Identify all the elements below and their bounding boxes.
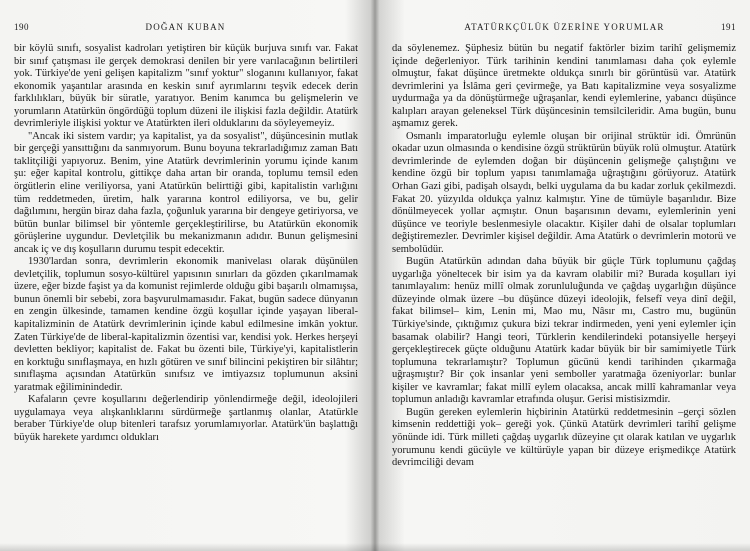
right-page-header <box>392 22 736 32</box>
paragraph: bir köylü sınıfı, sosyalist kadroları yetiştiren bir küçük burjuva sınıfı var. Fakat bir sınıf çatışması ile gerçek demokrasi denilen bir yere varılacağının belirtileri yok. Türkiye'de yeni gelişen kapitalizm "sınıf yoktur" sloganını kullanıyor, fakat ekonomik yaşantılar arasında en keskin sınıf ayrımlarını teşvik edecek derin farklılıkları, büyük bir süratle, yaratıyor. Benim kanımca bu gelişmelerin ve yorumların Atatürkün öngördüğü toplum düzeni ile ilişkisi fazla değildir. Atatürk devrimleriyle ilişkisi yoktur ve Atatürkten ileri olduklarını da söyleyemeyiz. <box>14 43 358 130</box>
page-edge-shadow <box>0 543 750 551</box>
paragraph: Bugün Atatürkün adından daha büyük bir güçle Türk toplumunu çağdaş uygarlığa yöneltecek bir isim ya da kavram olabilir mi? Burada koşulları iyi tanımlayalım: henüz millî olmak zorunluluğunda ve çağdaş uygarlığın düşünce düzeyinde olmak üzere –bu düşünce düzeyi ideolojik, felsefî veya dinî değil, fakat bilimsel– kim, Lenin mi, Mao mu, Nâsır mı, Castro mu, bugünün Türkiye'sinde, çıktığımız çukura bizi tekrar indirmeden, yeni yeni eylemler için basamak olabilir? Hangi teori, Türklerin kendilerindeki potansiyelle herşeyi gerçekleştirecek güçte olduğunu Atatürk kadar büyük bir bir samimiyetle Türk toplumuna tekrarlamıştır? Toplumun gücünü kendi tarihinden çıkarmağa uğraşmıştır? Bir çok insanlar yeni semboller yaratmağa özeniyorlar: bunlar kişiler ve kavramlar; fakat millî eylem olacaksa, ancak millî kahramanlar veya toplumun anladığı kavramlar etrafında oluşur. Gerisi mistisizmdir. <box>392 256 736 406</box>
right-page-body <box>392 43 736 470</box>
paragraph: 1930'lardan sonra, devrimlerin ekonomik manivelası olarak düşünülen devletçilik, toplumun sosyo-kültürel yapısının sınırları da gözden çıkarılmamak üzere, eğer bizde faşist ya da komunist rejimlerde olduğu gibi başarılı olmamışsa, bunun önemli bir sebebi, zora başvurulmamasıdır. Fakat, bugün sadece dünyanın en zengin ülkesinde, tamamen kendine özgü koşullar içinde yaşayan liberal-kapitalizminin de Atatürk devrimlerinin içinde kabul edilmesine imkân yoktur. Zaten Türkiye'de de liberal-kapitalizmin özentisi var, kendisi yok. Herkes herşeyi devletten bekliyor; kapitalist de. Fakat bu özenti bile, Türkiye'yi, kapitalistlerin en korktuğu sınıflaşmaya, en hızlı götüren ve sınıf bilincini pekiştiren bir silâhtır; sınıflaşma açısından Atatürkün sınıfsız ve imtiyazsız toplumunun aksini yaratmak eğiliminindedir. <box>14 256 358 393</box>
paragraph: Osmanlı imparatorluğu eylemle oluşan bir orijinal strüktür idi. Ömrünün okadar uzun olmasında o kendisine özgü strüktürün büyük rolü olmuştur. Atatürk devrimlerinde de eylemden doğan bir düşüncenin gelişmeğe çalıştığını ve kendine özgü bir toplum yapısı tanımlamağa uğraştığını görüyoruz. Atatürk Orhan Gazi gibi, padişah olsaydı, belki uygulama da bu kadar zorluk çekilmezdi. Fakat 20. yüzyılda oldukça yalnız kalmıştır. Yine de tümüyle başarılıdır. Bize dönülmeyecek yollar açmıştır. Onun başarısının devamı, eylemlerinin yeni düşünce ve teoriyle beslenmesiyle olacaktır. Kişiler dahi de olsalar toplumları değiştiremezler. Devrimler kişisel değildir. Ama Atatürk o devrimlerin motorü ve sembolüdür. <box>392 130 736 255</box>
paragraph: da söylenemez. Şüphesiz bütün bu negatif faktörler bizim tarihî gelişmemiz içinde değerleniyor. Türk tarihinin kendini tanımlaması daha çok eylemle olmuştur, fakat düşünce üretmekte oldukça sınırlı bir görüntüsü var. Atatürk devrimlerini ya İslâma geri çevirmeğe, ya Batı kapitalizmine veya sosyalizme uydurmağa ya da dönüştürmeğe uğraşanlar, kendi eylemlerine, yabancı düşünce kalıpları arayan geleneksel Türk düşüncesinin temsilcileridir. Ama bugün, bunu aşmamız gerek. <box>392 43 736 130</box>
left-page <box>0 0 372 551</box>
left-running-head: DOĞAN KUBAN <box>145 22 226 32</box>
left-page-body <box>14 43 358 445</box>
paragraph: "Ancak iki sistem vardır; ya kapitalist, ya da sosyalist", düşüncesinin mutlak bir gerçeği yansıttığını da sanmıyorum. Bunu boyuna tekrarladığımız zaman Batı taklitçiliği yapıyoruz. Benim, yine Atatürk devrimlerinin yorumu içinde kanım şu: eğer kapital kontrolu, gittikçe daha artan bir oranda, toplumu temsil eden örgütlerin eline veriliyorsa, yani Atatürkün belirttiği gibi, kapitalistin varlığını tüm reddetmeden, üretim, halk yararına kontrol ediliyorsa, ve bu, gelir dağılımını, hergün biraz daha fazla, çoğunluk yararına bir dengeye getiriyorsa, ve bütün bunlar bilimsel bir yöntemle gerçekleştirilirse, bu Atatürkün ekonomik görüşlerine uygundur. Devletçilik bu mekanizmanın adıdır. Bunun gelişmesini ancak iç ve dış koşulların durumu tespit edecektir. <box>14 130 358 255</box>
paragraph: Bugün gereken eylemlerin hiçbirinin Atatürkü reddetmesinin –gerçi sözlen kimsenin reddettiği yok– gereği yok. Çünkü Atatürk devrimleri tarihî gelişme yönünde idi. Türk milleti çağdaş uygarlık düzeyine çıt olarak katılan ve uygarlık yorumunu kendi gücüyle ve kültürüyle yapan bir düzeye erişmedikçe Atatürk devrimciliği devam <box>392 406 736 469</box>
left-page-header <box>14 22 358 32</box>
left-page-number: 190 <box>14 22 29 32</box>
right-page-number: 191 <box>721 22 736 32</box>
paragraph: Kafaların çevre koşullarını değerlendirip yönlendirmeğe değil, ideolojileri uygulamaya veya alışkanlıklarını sürdürmeğe şartlanmış olanlar, Atatürkle beraber Türkiye'de olup bitenleri tarafsız yorumlamıyorlar. Atatürk'ün başlattığı büyük harekete yardımcı oldukları <box>14 394 358 443</box>
right-page <box>378 0 750 551</box>
right-running-head: ATATÜRKÇÜLÜK ÜZERİNE YORUMLAR <box>464 22 665 32</box>
